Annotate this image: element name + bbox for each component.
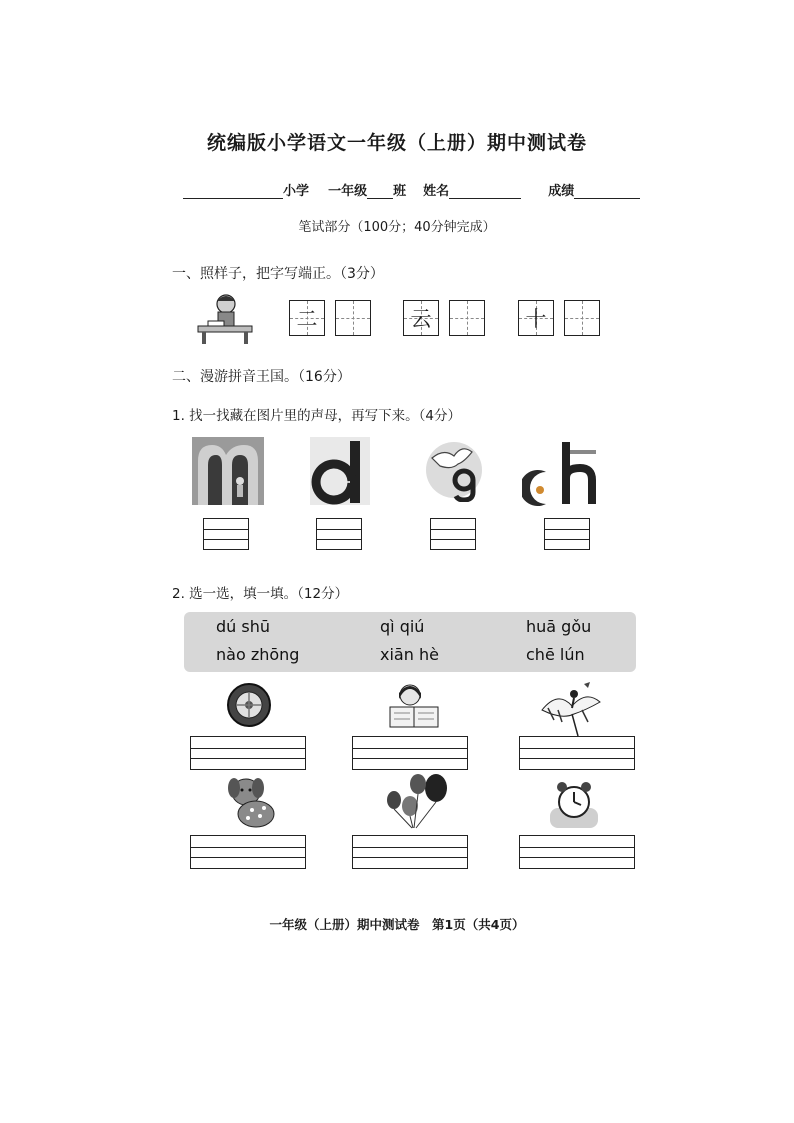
pinyin-option: dú shū [216, 617, 270, 636]
model-char-box-1 [289, 300, 325, 336]
write-box-2[interactable] [449, 300, 485, 336]
exam-subtitle: 笔试部分（100分；40分钟完成） [298, 220, 496, 235]
model-char-box-3 [518, 300, 554, 336]
score-blank[interactable] [574, 184, 640, 199]
part2-heading: 二、漫游拼音王国。（16分） [172, 369, 351, 385]
page-title: 统编版小学语文一年级（上册）期中测试卷 [206, 132, 587, 154]
dove-g-picture [424, 440, 484, 502]
info-line [183, 180, 640, 199]
name-blank[interactable] [449, 184, 521, 199]
q1-text: 1. 找一找藏在图片里的声母，再写下来。（4分） [172, 408, 462, 424]
model-char-box-2 [403, 300, 439, 336]
model-char: 二 [296, 307, 318, 331]
spotted-dog-picture [226, 774, 278, 830]
moon-chair-ch-picture [522, 438, 600, 506]
grade-label: 一年级 [328, 184, 368, 199]
q2-answer-box-balloons[interactable] [352, 835, 468, 869]
q1-answer-box-4[interactable] [544, 518, 590, 550]
part1-heading: 一、照样子，把字写端正。（3分） [172, 266, 384, 282]
q2-answer-box-wheel[interactable] [190, 736, 306, 770]
score-label: 成绩 [548, 184, 575, 199]
q2-answer-box-clock[interactable] [519, 835, 635, 869]
pinyin-option: chē lún [526, 645, 585, 664]
model-char: 十 [525, 307, 547, 331]
pinyin-option: nào zhōng [216, 645, 300, 664]
write-box-3[interactable] [564, 300, 600, 336]
cave-m-picture [192, 437, 264, 505]
school-blank[interactable] [183, 184, 283, 199]
q1-answer-box-2[interactable] [316, 518, 362, 550]
q2-answer-box-crane[interactable] [519, 736, 635, 770]
alarm-clock-picture [550, 778, 598, 828]
name-label: 姓名 [423, 184, 450, 199]
page-footer: 一年级（上册）期中测试卷 第1页（共4页） [269, 917, 525, 932]
wheel-picture [225, 681, 273, 729]
pinyin-word-bank [184, 612, 636, 672]
q2-text: 2. 选一选，填一填。（12分） [172, 586, 349, 602]
balloons-picture [380, 772, 450, 830]
q1-answer-box-1[interactable] [203, 518, 249, 550]
write-box-1[interactable] [335, 300, 371, 336]
class-blank[interactable] [367, 184, 393, 199]
school-label: 小学 [283, 184, 310, 199]
pinyin-option: huā gǒu [526, 617, 592, 636]
q2-answer-box-dog[interactable] [190, 835, 306, 869]
crane-picture [538, 680, 602, 738]
pinyin-option: xiān hè [380, 645, 439, 664]
q1-answer-box-3[interactable] [430, 518, 476, 550]
model-char: 云 [410, 307, 432, 331]
d-letter-picture [310, 437, 370, 505]
pinyin-option: qì qiú [380, 617, 425, 636]
boy-writing-picture [196, 290, 254, 344]
class-label: 班 [393, 184, 407, 199]
girl-reading-picture [386, 679, 442, 731]
q2-answer-box-reading[interactable] [352, 736, 468, 770]
